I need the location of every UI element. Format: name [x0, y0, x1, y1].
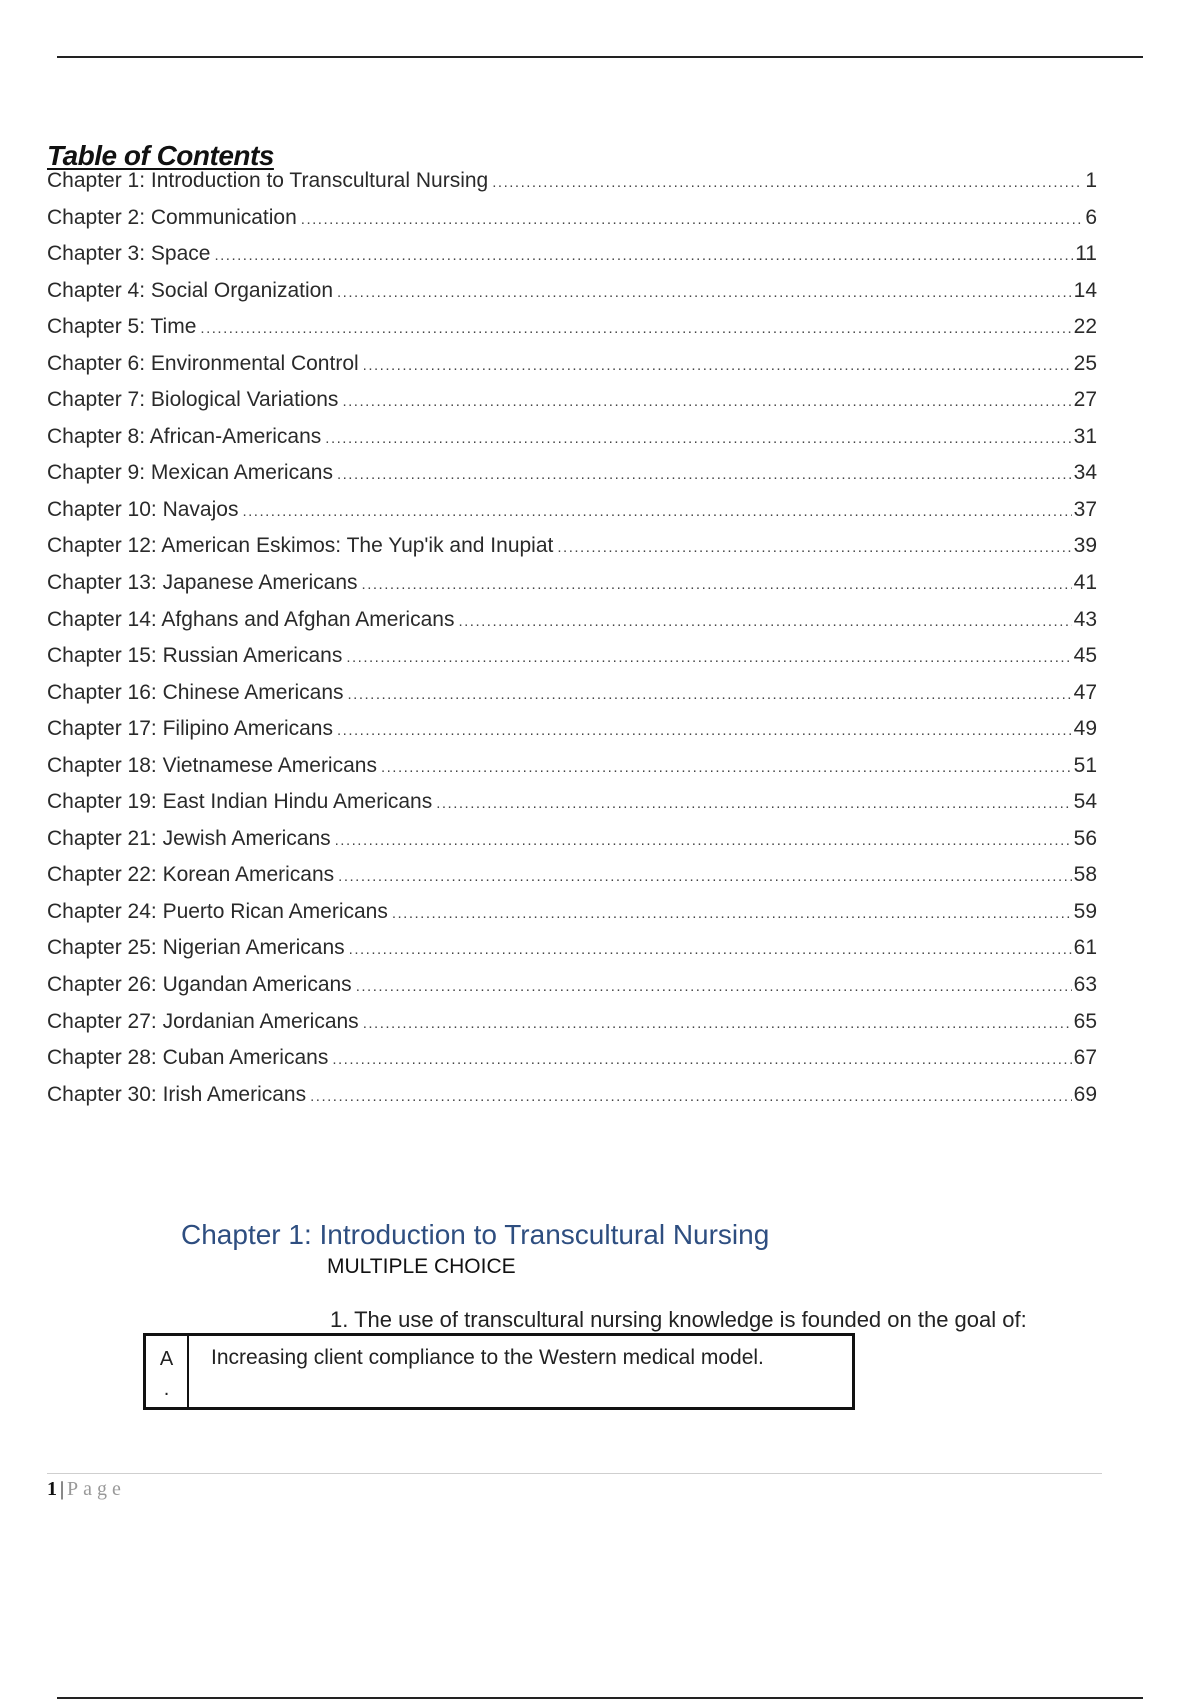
toc-dot-leader — [214, 247, 1073, 264]
toc-dot-leader — [310, 1088, 1072, 1105]
footer-page-word: Page — [67, 1478, 126, 1500]
footer-separator: | — [60, 1478, 65, 1500]
toc-entry-page: 51 — [1073, 753, 1097, 777]
toc-entry-label: Chapter 24: Puerto Rican Americans — [47, 899, 388, 923]
toc-dot-leader — [325, 430, 1071, 447]
toc-entry-page: 34 — [1073, 461, 1097, 485]
toc-entry-label: Chapter 2: Communication — [47, 205, 297, 229]
toc-entry[interactable] — [47, 1083, 1097, 1120]
toc-dot-leader — [492, 174, 1083, 191]
toc-entry-page: 63 — [1073, 973, 1097, 997]
toc-entry-page: 31 — [1073, 424, 1097, 448]
toc-entry-page: 1 — [1085, 169, 1097, 192]
toc-entry-page: 58 — [1073, 863, 1097, 887]
toc-entry[interactable] — [47, 388, 1097, 425]
page-footer — [47, 1478, 126, 1501]
toc-entry[interactable] — [47, 681, 1097, 718]
toc-entry-label: Chapter 5: Time — [47, 315, 197, 339]
toc-entry-label: Chapter 12: American Eskimos: The Yup'ik and Inupiat — [47, 534, 554, 558]
answer-letter-suffix: . — [163, 1378, 170, 1400]
toc-entry[interactable] — [47, 863, 1097, 900]
toc-entry-label: Chapter 17: Filipino Americans — [47, 717, 333, 741]
toc-entry-page: 14 — [1073, 278, 1097, 302]
toc-entry-label: Chapter 15: Russian Americans — [47, 644, 343, 668]
toc-dot-leader — [335, 832, 1072, 849]
toc-entry-label: Chapter 7: Biological Variations — [47, 388, 339, 412]
toc-entry-page: 27 — [1073, 388, 1097, 412]
toc-entry-page: 69 — [1073, 1082, 1097, 1106]
toc-entry[interactable] — [47, 461, 1097, 498]
toc-dot-leader — [557, 539, 1071, 556]
toc-entry-page: 49 — [1073, 717, 1097, 741]
toc-dot-leader — [436, 795, 1071, 812]
toc-entry[interactable] — [47, 352, 1097, 389]
toc-dot-leader — [392, 905, 1072, 922]
toc-entry-label: Chapter 27: Jordanian Americans — [47, 1009, 359, 1033]
toc-entry-label: Chapter 9: Mexican Americans — [47, 461, 333, 485]
toc-entry[interactable] — [47, 790, 1097, 827]
toc-dot-leader — [346, 649, 1071, 666]
toc-entry-label: Chapter 26: Ugandan Americans — [47, 973, 352, 997]
toc-entry-label: Chapter 22: Korean Americans — [47, 863, 335, 887]
answer-letter-char: A — [159, 1348, 174, 1370]
toc-dot-leader — [458, 613, 1071, 630]
toc-entry-page: 47 — [1073, 680, 1097, 704]
toc-dot-leader — [242, 503, 1071, 520]
toc-entry-page: 39 — [1073, 534, 1097, 558]
toc-entry-label: Chapter 6: Environmental Control — [47, 351, 359, 375]
toc-entry-page: 41 — [1073, 571, 1097, 595]
toc-entry-label: Chapter 25: Nigerian Americans — [47, 936, 345, 960]
toc-entry[interactable] — [47, 425, 1097, 462]
toc-entry-label: Chapter 10: Navajos — [47, 497, 239, 521]
footer-page-number: 1 — [47, 1478, 57, 1500]
toc-entry-label: Chapter 21: Jewish Americans — [47, 826, 331, 850]
toc-entry[interactable] — [47, 900, 1097, 937]
toc-entry-page: 37 — [1073, 497, 1097, 521]
toc-entry-page: 54 — [1073, 790, 1097, 814]
toc-entry[interactable] — [47, 498, 1097, 535]
toc-dot-leader — [338, 868, 1071, 885]
toc-entry-page: 56 — [1073, 826, 1097, 850]
toc-entry-label: Chapter 4: Social Organization — [47, 278, 333, 302]
toc-entry-label: Chapter 19: East Indian Hindu Americans — [47, 790, 433, 814]
toc-entry[interactable] — [47, 973, 1097, 1010]
toc-entry-page: 43 — [1073, 607, 1097, 631]
toc-dot-leader — [349, 941, 1072, 958]
top-rule — [57, 56, 1143, 58]
toc-entry-page: 61 — [1073, 936, 1097, 960]
toc-entry[interactable] — [47, 717, 1097, 754]
toc-dot-leader — [381, 759, 1072, 776]
toc-entry[interactable] — [47, 644, 1097, 681]
toc-entry[interactable] — [47, 279, 1097, 316]
toc-entry-label: Chapter 3: Space — [47, 242, 211, 266]
toc-entry[interactable] — [47, 169, 1097, 206]
toc-entry-page: 11 — [1075, 242, 1097, 266]
toc-dot-leader — [337, 722, 1072, 739]
toc-entry-label: Chapter 13: Japanese Americans — [47, 571, 358, 595]
toc-entry[interactable] — [47, 534, 1097, 571]
toc-entry[interactable] — [47, 936, 1097, 973]
answer-text: Increasing client compliance to the Western medical model. — [211, 1346, 764, 1369]
toc-entry-label: Chapter 1: Introduction to Transcultural Nursing — [47, 169, 489, 192]
toc-entry[interactable] — [47, 1046, 1097, 1083]
toc-dot-leader — [342, 393, 1071, 410]
footer-rule — [47, 1473, 1102, 1474]
toc-entry-label: Chapter 28: Cuban Americans — [47, 1046, 329, 1070]
toc-dot-leader — [301, 211, 1084, 228]
toc-entry-page: 22 — [1073, 315, 1097, 339]
toc-entry-page: 67 — [1073, 1046, 1097, 1070]
toc-dot-leader — [200, 320, 1071, 337]
toc-dot-leader — [356, 978, 1072, 995]
toc-entry-label: Chapter 30: Irish Americans — [47, 1082, 307, 1106]
toc-entry-page: 65 — [1073, 1009, 1097, 1033]
toc-dot-leader — [363, 1015, 1072, 1032]
toc-entry-page: 25 — [1073, 351, 1097, 375]
toc-entry-label: Chapter 18: Vietnamese Americans — [47, 753, 377, 777]
toc-entry-label: Chapter 8: African-Americans — [47, 424, 322, 448]
toc-entry[interactable] — [47, 608, 1097, 645]
toc-entry[interactable] — [47, 206, 1097, 243]
toc-title: Table of Contents — [47, 140, 274, 171]
toc-entry[interactable] — [47, 754, 1097, 791]
toc-entry-page: 45 — [1073, 644, 1097, 668]
toc-entry[interactable] — [47, 242, 1097, 279]
section-label: MULTIPLE CHOICE — [327, 1255, 516, 1278]
toc-entry-page: 59 — [1073, 899, 1097, 923]
toc-dot-leader — [332, 1051, 1071, 1068]
question-text: 1. The use of transcultural nursing knowledge is founded on the goal of: — [330, 1307, 1027, 1332]
toc-entry[interactable] — [47, 315, 1097, 352]
toc-entry-label: Chapter 14: Afghans and Afghan Americans — [47, 607, 455, 631]
toc-entry[interactable] — [47, 827, 1097, 864]
bottom-rule — [57, 1697, 1143, 1699]
toc-dot-leader — [363, 357, 1072, 374]
toc-dot-leader — [337, 284, 1072, 301]
toc-entry[interactable] — [47, 571, 1097, 608]
toc-entry-label: Chapter 16: Chinese Americans — [47, 680, 344, 704]
toc-dot-leader — [337, 466, 1072, 483]
toc-entry-page: 6 — [1085, 205, 1097, 229]
answer-letter — [146, 1336, 189, 1407]
toc-entry[interactable] — [47, 1010, 1097, 1047]
toc-dot-leader — [348, 686, 1072, 703]
toc-list — [47, 169, 1097, 1119]
answer-option-a — [143, 1333, 855, 1410]
toc-dot-leader — [362, 576, 1072, 593]
chapter-heading: Chapter 1: Introduction to Transcultural Nursing — [181, 1219, 770, 1250]
